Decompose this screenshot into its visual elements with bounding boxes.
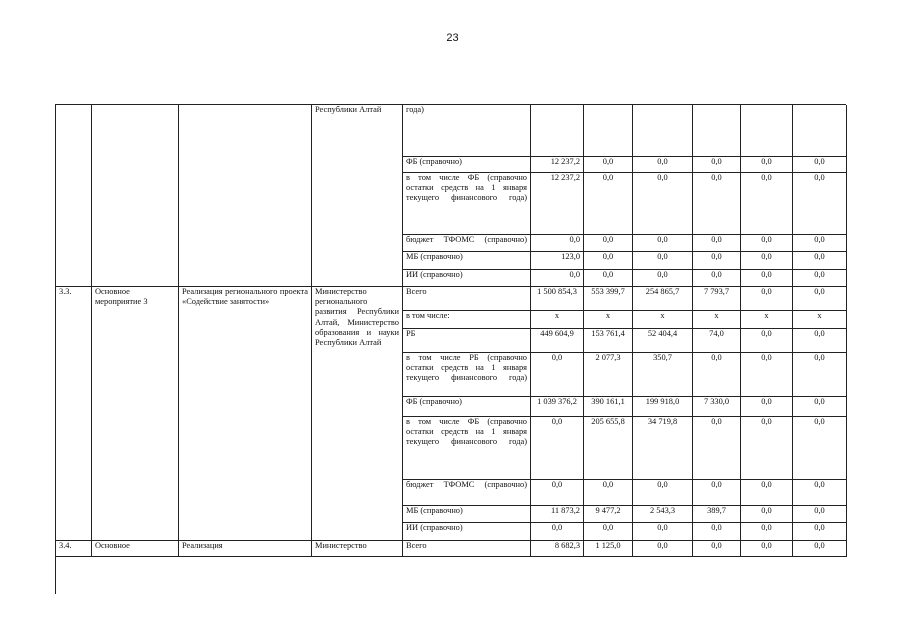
value-cell: 0,0 bbox=[693, 480, 741, 506]
value-cell: x bbox=[531, 311, 584, 329]
value-cell bbox=[793, 105, 847, 157]
source-cell: в том числе: bbox=[403, 311, 531, 329]
value-cell: 0,0 bbox=[793, 541, 847, 557]
value-cell bbox=[531, 105, 584, 157]
value-cell: 0,0 bbox=[793, 287, 847, 311]
value-cell: 0,0 bbox=[741, 397, 793, 417]
value-cell: 0,0 bbox=[741, 541, 793, 557]
value-cell: 205 655,8 bbox=[584, 417, 633, 480]
value-cell: 0,0 bbox=[693, 173, 741, 235]
value-cell: 1 125,0 bbox=[584, 541, 633, 557]
value-cell: 0,0 bbox=[741, 480, 793, 506]
value-cell: 0,0 bbox=[584, 157, 633, 173]
value-cell: 0,0 bbox=[741, 173, 793, 235]
value-cell: 2 077,3 bbox=[584, 353, 633, 397]
value-cell: 0,0 bbox=[633, 157, 693, 173]
value-cell: 0,0 bbox=[531, 480, 584, 506]
cont-number-cell bbox=[56, 105, 92, 287]
item-description-cell: Реализация регионального проекта «Содействие занятости» bbox=[179, 287, 312, 541]
value-cell: 0,0 bbox=[741, 353, 793, 397]
value-cell: 0,0 bbox=[793, 329, 847, 353]
value-cell: 0,0 bbox=[584, 173, 633, 235]
value-cell: 0,0 bbox=[741, 157, 793, 173]
value-cell: 0,0 bbox=[633, 523, 693, 541]
value-cell: 0,0 bbox=[793, 480, 847, 506]
value-cell: 553 399,7 bbox=[584, 287, 633, 311]
value-cell: 0,0 bbox=[531, 270, 584, 287]
value-cell: 0,0 bbox=[633, 235, 693, 252]
value-cell: 0,0 bbox=[741, 523, 793, 541]
item-name-cell: Основное мероприятие 3 bbox=[92, 287, 179, 541]
value-cell: 0,0 bbox=[633, 270, 693, 287]
value-cell: 0,0 bbox=[793, 417, 847, 480]
value-cell bbox=[741, 105, 793, 157]
value-cell: 350,7 bbox=[633, 353, 693, 397]
source-cell: в том числе РБ (справочно остатки средств на 1 января текущего финансового года) bbox=[403, 353, 531, 397]
value-cell: 0,0 bbox=[741, 417, 793, 480]
value-cell: 0,0 bbox=[693, 541, 741, 557]
value-cell: 0,0 bbox=[693, 270, 741, 287]
source-cell: ФБ (справочно) bbox=[403, 157, 531, 173]
value-cell: 0,0 bbox=[693, 157, 741, 173]
value-cell: 0,0 bbox=[741, 270, 793, 287]
value-cell: 0,0 bbox=[584, 235, 633, 252]
item-number-cell: 3.4. bbox=[56, 541, 92, 557]
value-cell: 0,0 bbox=[584, 480, 633, 506]
source-cell: РБ bbox=[403, 329, 531, 353]
value-cell: 52 404,4 bbox=[633, 329, 693, 353]
source-cell: года) bbox=[403, 105, 531, 157]
value-cell: 0,0 bbox=[793, 173, 847, 235]
value-cell: 0,0 bbox=[793, 157, 847, 173]
value-cell bbox=[633, 105, 693, 157]
value-cell: 0,0 bbox=[531, 417, 584, 480]
value-cell: 389,7 bbox=[693, 506, 741, 523]
item-name-cell: Основное bbox=[92, 541, 179, 557]
value-cell: 390 161,1 bbox=[584, 397, 633, 417]
value-cell: 0,0 bbox=[741, 287, 793, 311]
value-cell: 0,0 bbox=[693, 235, 741, 252]
value-cell: 9 477,2 bbox=[584, 506, 633, 523]
cont-description-cell bbox=[179, 105, 312, 287]
value-cell: 0,0 bbox=[693, 523, 741, 541]
value-cell: 0,0 bbox=[633, 173, 693, 235]
value-cell: 0,0 bbox=[741, 329, 793, 353]
value-cell: 0,0 bbox=[693, 417, 741, 480]
source-cell: Всего bbox=[403, 287, 531, 311]
value-cell: 2 543,3 bbox=[633, 506, 693, 523]
value-cell: 0,0 bbox=[633, 480, 693, 506]
value-cell: 1 039 376,2 bbox=[531, 397, 584, 417]
value-cell: 1 500 854,3 bbox=[531, 287, 584, 311]
value-cell: 0,0 bbox=[584, 270, 633, 287]
value-cell: 11 873,2 bbox=[531, 506, 584, 523]
source-cell: бюджет ТФОМС (справочно) bbox=[403, 235, 531, 252]
value-cell: 0,0 bbox=[633, 252, 693, 270]
value-cell: x bbox=[741, 311, 793, 329]
source-cell: МБ (справочно) bbox=[403, 506, 531, 523]
value-cell: 254 865,7 bbox=[633, 287, 693, 311]
value-cell: 199 918,0 bbox=[633, 397, 693, 417]
value-cell bbox=[584, 105, 633, 157]
cont-responsible-cell: Республики Алтай bbox=[312, 105, 403, 287]
value-cell: 12 237,2 bbox=[531, 157, 584, 173]
value-cell: 0,0 bbox=[741, 235, 793, 252]
value-cell: 0,0 bbox=[793, 506, 847, 523]
value-cell: x bbox=[793, 311, 847, 329]
value-cell: 0,0 bbox=[633, 541, 693, 557]
value-cell: 0,0 bbox=[693, 252, 741, 270]
value-cell: 0,0 bbox=[741, 506, 793, 523]
value-cell: 0,0 bbox=[793, 270, 847, 287]
value-cell: 0,0 bbox=[531, 353, 584, 397]
cont-name-cell bbox=[92, 105, 179, 287]
value-cell: 0,0 bbox=[741, 252, 793, 270]
source-cell: в том числе ФБ (справочно остатки средств на 1 января текущего финансового года) bbox=[403, 173, 531, 235]
item-description-cell: Реализация bbox=[179, 541, 312, 557]
value-cell: 0,0 bbox=[793, 397, 847, 417]
value-cell: 74,0 bbox=[693, 329, 741, 353]
value-cell: 12 237,2 bbox=[531, 173, 584, 235]
value-cell: 123,0 bbox=[531, 252, 584, 270]
value-cell: 7 330,0 bbox=[693, 397, 741, 417]
item-responsible-cell: Министерство bbox=[312, 541, 403, 557]
value-cell: 0,0 bbox=[531, 235, 584, 252]
value-cell: 0,0 bbox=[584, 523, 633, 541]
value-cell: 0,0 bbox=[793, 235, 847, 252]
page-number: 23 bbox=[446, 32, 459, 44]
value-cell: 0,0 bbox=[793, 523, 847, 541]
source-cell: в том числе ФБ (справочно остатки средств на 1 января текущего финансового года) bbox=[403, 417, 531, 480]
value-cell: 0,0 bbox=[693, 353, 741, 397]
value-cell: 0,0 bbox=[584, 252, 633, 270]
source-cell: бюджет ТФОМС (справочно) bbox=[403, 480, 531, 506]
value-cell: 153 761,4 bbox=[584, 329, 633, 353]
value-cell: 449 604,9 bbox=[531, 329, 584, 353]
source-cell: ИИ (справочно) bbox=[403, 523, 531, 541]
value-cell: 34 719,8 bbox=[633, 417, 693, 480]
value-cell: 0,0 bbox=[793, 252, 847, 270]
value-cell bbox=[693, 105, 741, 157]
value-cell: x bbox=[633, 311, 693, 329]
item-responsible-cell: Министерство регионального развития Республики Алтай, Министерство образования и науки Республики Алтай bbox=[312, 287, 403, 541]
item-number-cell: 3.3. bbox=[56, 287, 92, 541]
value-cell: 0,0 bbox=[793, 353, 847, 397]
budget-table bbox=[55, 104, 846, 594]
value-cell: 0,0 bbox=[531, 523, 584, 541]
source-cell: МБ (справочно) bbox=[403, 252, 531, 270]
source-cell: ФБ (справочно) bbox=[403, 397, 531, 417]
value-cell: x bbox=[693, 311, 741, 329]
value-cell: 8 682,3 bbox=[531, 541, 584, 557]
value-cell: x bbox=[584, 311, 633, 329]
source-cell: ИИ (справочно) bbox=[403, 270, 531, 287]
value-cell: 7 793,7 bbox=[693, 287, 741, 311]
source-cell: Всего bbox=[403, 541, 531, 557]
